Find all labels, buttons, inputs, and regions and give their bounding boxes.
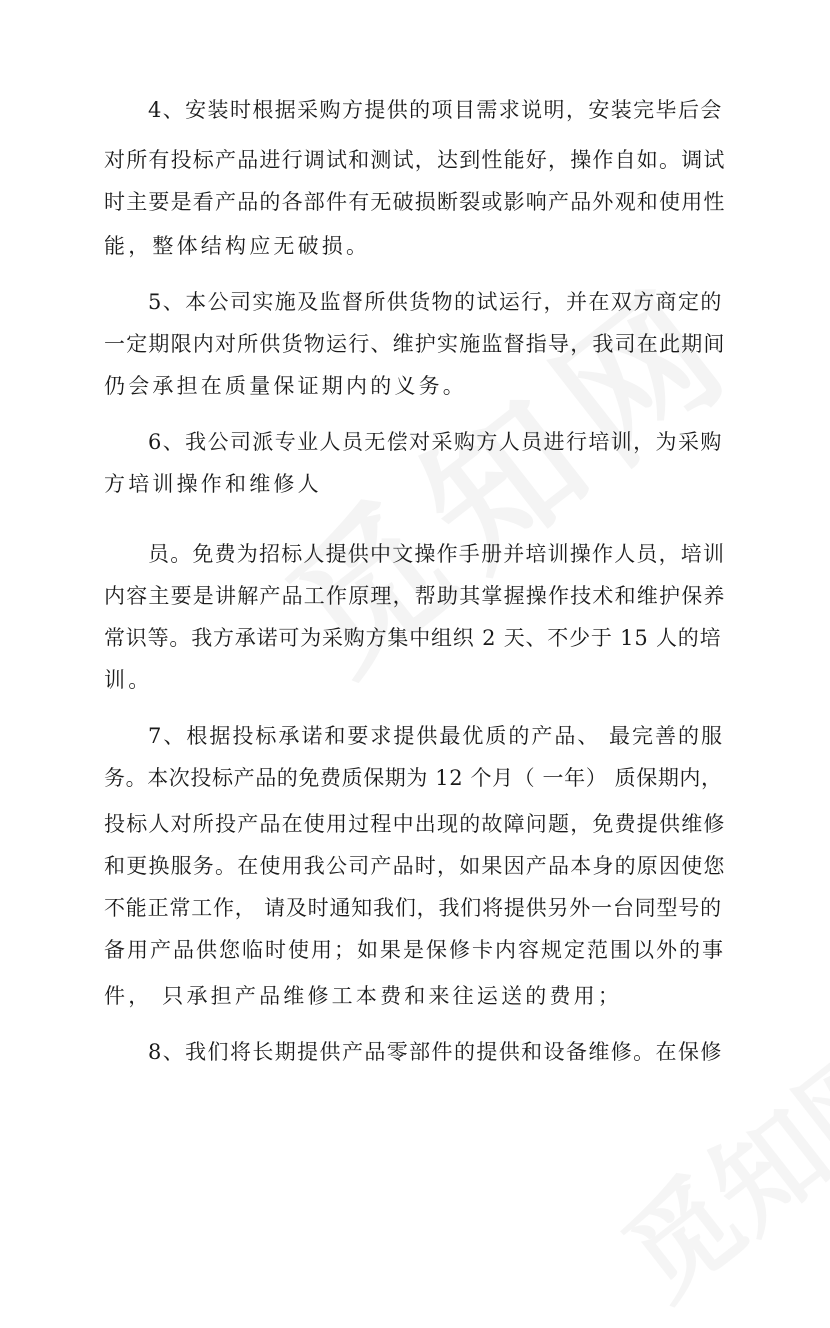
paragraph-5-line-1: 5、本公司实施及监督所供货物的试运行，并在双方商定的 bbox=[148, 290, 723, 314]
paragraph-7-line-3: 投标人对所投产品在使用过程中出现的故障问题，免费提供维修 bbox=[104, 812, 726, 836]
paragraph-7-line-1: 7、根据投标承诺和要求提供最优质的产品、 最完善的服 bbox=[148, 724, 725, 748]
paragraph-7-line-7: 件， 只承担产品维修工本费和来往运送的费用； bbox=[104, 984, 623, 1008]
paragraph-6-line-2: 方培训操作和维修人 bbox=[104, 472, 322, 496]
paragraph-5-line-3: 仍会承担在质量保证期内的义务。 bbox=[104, 374, 467, 398]
paragraph-5-line-2: 一定期限内对所供货物运行、维护实施监督指导，我司在此期间 bbox=[104, 332, 726, 356]
paragraph-4-line-3: 时主要是看产品的各部件有无破损断裂或影响产品外观和使用性 bbox=[104, 190, 726, 214]
paragraph-6-line-1: 6、我公司派专业人员无偿对采购方人员进行培训，为采购 bbox=[148, 430, 723, 454]
paragraph-7-line-2: 务。本次投标产品的免费质保期为 12 个月（ 一年） 质保期内， bbox=[104, 766, 723, 790]
paragraph-8-line-1: 8、我们将长期提供产品零部件的提供和设备维修。在保修 bbox=[148, 1040, 723, 1064]
paragraph-7-line-6: 备用产品供您临时使用；如果是保修卡内容规定范围以外的事 bbox=[104, 938, 725, 962]
paragraph-4-line-2: 对所有投标产品进行调试和测试，达到性能好，操作自如。调试 bbox=[104, 148, 726, 172]
paragraph-4-line-1: 4、安装时根据采购方提供的项目需求说明，安装完毕后会 bbox=[148, 98, 723, 122]
paragraph-7-line-4: 和更换服务。在使用我公司产品时，如果因产品本身的原因使您 bbox=[104, 854, 726, 878]
paragraph-7-line-5: 不能正常工作， 请及时通知我们，我们将提供另外一台同型号的 bbox=[104, 896, 722, 920]
paragraph-6b-line-1: 员。免费为招标人提供中文操作手册并培训操作人员，培训 bbox=[148, 542, 726, 566]
paragraph-6b-line-4: 训。 bbox=[104, 668, 153, 692]
paragraph-4-line-4: 能，整体结构应无破损。 bbox=[104, 234, 371, 258]
paragraph-6b-line-2: 内容主要是讲解产品工作原理，帮助其掌握操作技术和维护保养 bbox=[104, 584, 726, 608]
paragraph-6b-line-3: 常识等。我方承诺可为采购方集中组织 2 天、不少于 15 人的培 bbox=[104, 626, 722, 650]
